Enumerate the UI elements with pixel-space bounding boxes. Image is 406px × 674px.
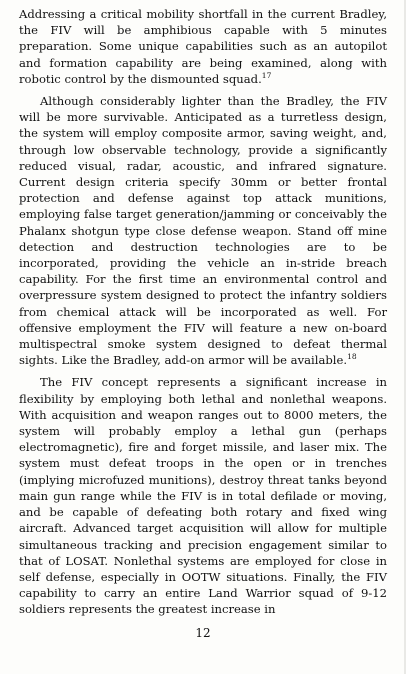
page-number: 12 <box>195 626 211 640</box>
footnote-marker-17: 17 <box>261 70 272 80</box>
paragraph-survivability-text: Although considerably lighter than the Bradley, the FIV will be more survivable. Anticipated as a turretless design, the system will employ composite armor, saving weight, and, through low observable technology, provide a significantly reduced visual, radar, acoustic, and infrared signature. Current design criteria specify 30mm or better frontal protection and defense against top attack munitions, employing false target generation/jamming or conceivably the Phalanx shotgun type close defense weapon. Stand off mine detection and destruction technologies are to be incorporated, providing the vehicle an in-stride breach capability. For the first time an environmental control and overpressure system designed to protect the infantry soldiers from chemical attack will be incorporated as well. For offensive employment the FIV will feature a new on-board multispectral smoke system designed to defeat thermal sights. Like the Bradley, add-on armor will be available. <box>19 94 387 368</box>
paragraph-flexibility-text: The FIV concept represents a significant increase in flexibility by employing both lethal and nonlethal weapons. With acquisition and weapon ranges out to 8000 meters, the system will probably employ a lethal gun (perhaps electromagnetic), fire and forget missile, and laser mix. The system must defeat troops in the open or in trenches (implying microfuzed munitions), destroy threat tanks beyond main gun range while the FIV is in total defilade or moving, and be capable of defeating both rotary and fixed wing aircraft. Advanced target acquisition will allow for multiple simultaneous tracking and precision engagement similar to that of LOSAT. Nonlethal systems are employed for close in self defense, especially in OOTW situations. Finally, the FIV capability to carry an entire Land Warrior squad of 9-12 soldiers represents the greatest increase in <box>19 375 387 617</box>
paragraph-flexibility <box>19 374 387 617</box>
paragraph-mobility <box>19 6 387 87</box>
footnote-marker-18: 18 <box>347 352 357 362</box>
paragraph-survivability <box>19 93 387 368</box>
paragraph-mobility-text: Addressing a critical mobility shortfall in the current Bradley, the FIV will be amphibious capable with 5 minutes preparation. Some unique capabilities such as an autopilot and formation capability are being examined, along with robotic control by the dismounted squad. <box>19 7 387 86</box>
body-text <box>19 6 387 624</box>
